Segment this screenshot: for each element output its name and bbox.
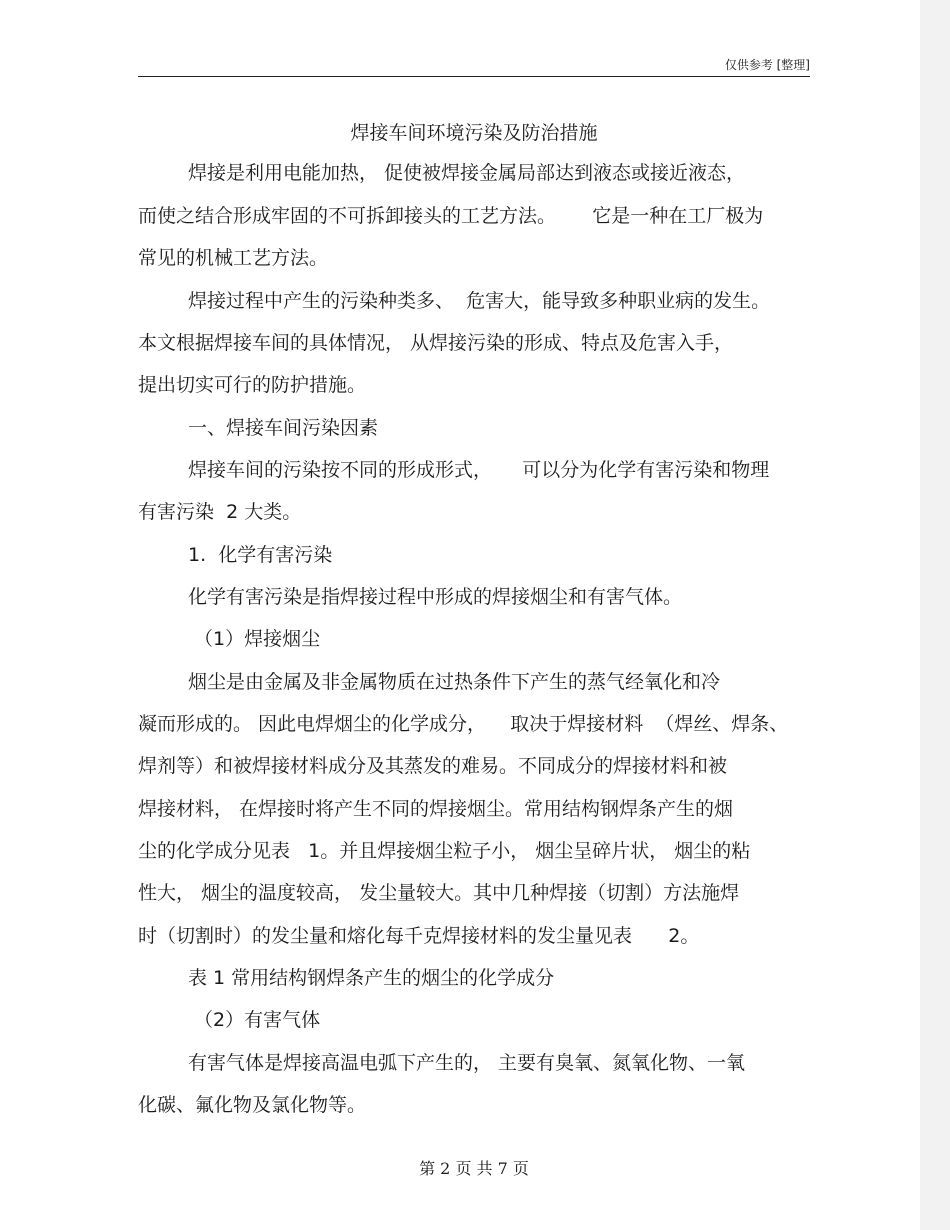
subsection-heading: （2）有害气体	[188, 1009, 321, 1031]
page-footer: 第 2 页 共 7 页	[419, 1159, 529, 1178]
subsection-heading: 1. 化学有害污染	[188, 544, 333, 566]
paragraph-line: 凝而形成的。 因此电焊烟尘的化学成分， 取决于焊接材料 （焊丝、焊条、	[138, 713, 789, 735]
paragraph-line: 性大， 烟尘的温度较高， 发尘量较大。其中几种焊接（切割）方法施焊	[138, 882, 740, 904]
document-title: 焊接车间环境污染及防治措施	[350, 122, 598, 144]
header-note: 仅供参考 [整理]	[724, 58, 810, 72]
paragraph-line: 有害污染 2 大类。	[138, 501, 302, 523]
paragraph-line: 本文根据焊接车间的具体情况， 从焊接污染的形成、特点及危害入手，	[138, 332, 734, 354]
paragraph-line: 化学有害污染是指焊接过程中形成的焊接烟尘和有害气体。	[188, 586, 683, 608]
paragraph-line: 时（切割时）的发尘量和熔化每千克焊接材料的发尘量见表 2。	[138, 925, 700, 947]
paragraph-line: 化碳、氟化物及氯化物等。	[138, 1094, 367, 1116]
paragraph-line: 焊接是利用电能加热， 促使被焊接金属局部达到液态或接近液态，	[188, 162, 746, 184]
paragraph-line: 提出切实可行的防护措施。	[138, 374, 367, 396]
paragraph-line: 焊接车间的污染按不同的形成形式， 可以分为化学有害污染和物理	[188, 459, 770, 481]
paragraph-line: 焊剂等）和被焊接材料成分及其蒸发的难易。不同成分的焊接材料和被	[138, 755, 728, 777]
paragraph-line: 常见的机械工艺方法。	[138, 247, 329, 269]
paragraph-line: 尘的化学成分见表 1。并且焊接烟尘粒子小， 烟尘呈碎片状， 烟尘的粘	[138, 840, 751, 862]
section-heading: 一、焊接车间污染因素	[188, 417, 379, 439]
paragraph-line: 焊接过程中产生的污染种类多、 危害大，能导致多种职业病的发生。	[188, 290, 771, 312]
paragraph-line: 而使之结合形成牢固的不可拆卸接头的工艺方法。 它是一种在工厂极为	[138, 205, 764, 227]
table-caption: 表 1 常用结构钢焊条产生的烟尘的化学成分	[188, 967, 555, 989]
header-rule	[138, 76, 810, 77]
paragraph-line: 焊接材料， 在焊接时将产生不同的焊接烟尘。常用结构钢焊条产生的烟	[138, 798, 734, 820]
paragraph-line: 烟尘是由金属及非金属物质在过热条件下产生的蒸气经氧化和冷	[188, 671, 721, 693]
subsection-heading: （1）焊接烟尘	[188, 628, 321, 650]
paragraph-line: 有害气体是焊接高温电弧下产生的， 主要有臭氧、氮氧化物、一氧	[188, 1052, 746, 1074]
